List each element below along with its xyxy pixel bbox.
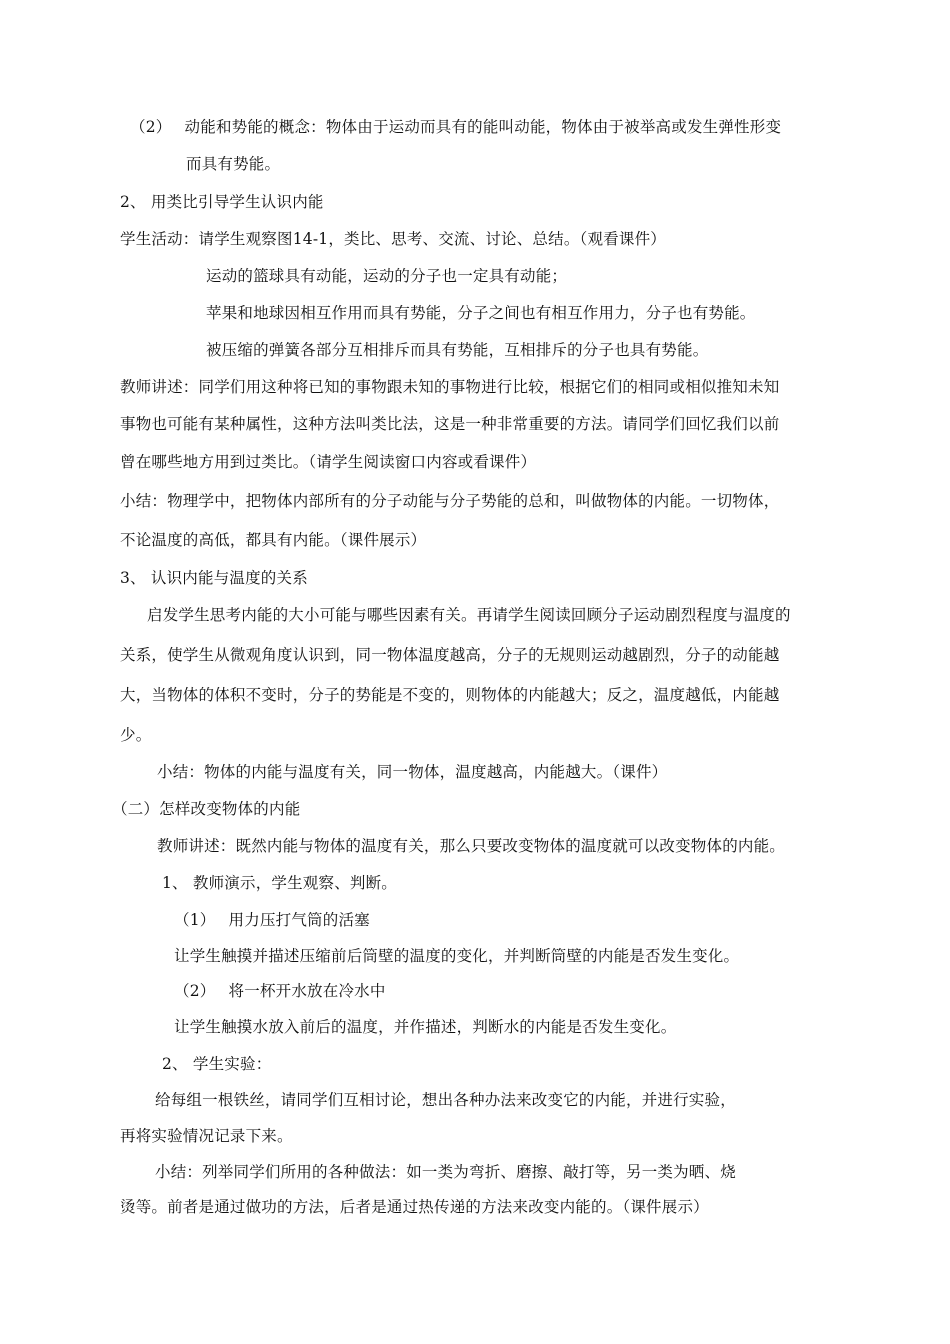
text-line: 再将实验情况记录下来。 [120,1127,293,1145]
text-line: 小结：物理学中，把物体内部所有的分子动能与分子势能的总和，叫做物体的内能。一切物体， [120,492,780,510]
text-line: 烫等。前者是通过做功的方法，后者是通过热传递的方法来改变内能的。（课件展示） [120,1198,709,1216]
text-line: 关系，使学生从微观角度认识到，同一物体温度越高，分子的无规则运动越剧烈，分子的动能越 [120,646,780,664]
text-line: 不论温度的高低，都具有内能。（课件展示） [120,531,427,549]
text-line: 被压缩的弹簧各部分互相排斥而具有势能，互相排斥的分子也具有势能。 [206,341,709,359]
text-line: 学生活动：请学生观察图14-1，类比、思考、交流、讨论、总结。（观看课件） [120,230,666,248]
text-line: 让学生触摸水放入前后的温度，并作描述，判断水的内能是否发生变化。 [174,1018,677,1036]
text-line: 苹果和地球因相互作用而具有势能，分子之间也有相互作用力，分子也有势能。 [206,304,756,322]
text-line: 少。 [120,726,152,744]
text-line: 启发学生思考内能的大小可能与哪些因素有关。再请学生阅读回顾分子运动剧烈程度与温度的 [147,606,791,624]
text-line: 而具有势能。 [186,155,281,173]
text-line: （2） 将一杯开水放在冷水中 [174,982,386,1000]
text-line: （1） 用力压打气筒的活塞 [174,911,370,929]
section-heading: 3、 认识内能与温度的关系 [120,569,308,587]
section-heading: （二）怎样改变物体的内能 [112,800,301,818]
section-heading: 2、 用类比引导学生认识内能 [120,193,324,211]
text-line: 运动的篮球具有动能，运动的分子也一定具有动能； [206,267,568,285]
text-line: 小结：列举同学们所用的各种做法：如一类为弯折、磨擦、敲打等，另一类为晒、烧 [155,1163,736,1181]
text-line: 小结：物体的内能与温度有关，同一物体，温度越高，内能越大。（课件） [157,763,668,781]
text-line: 曾在哪些地方用到过类比。（请学生阅读窗口内容或看课件） [120,453,537,471]
text-line: 让学生触摸并描述压缩前后筒壁的温度的变化，并判断筒壁的内能是否发生变化。 [174,947,740,965]
text-line: 事物也可能有某种属性，这种方法叫类比法，这是一种非常重要的方法。请同学们回忆我们以前 [120,415,780,433]
text-line: 2、 学生实验： [162,1055,272,1073]
text-line: 大，当物体的体积不变时，分子的势能是不变的，则物体的内能越大；反之，温度越低，内能越 [120,686,780,704]
text-line: 教师讲述：既然内能与物体的温度有关，那么只要改变物体的温度就可以改变物体的内能。 [157,837,786,855]
text-line: （2） 动能和势能的概念：物体由于运动而具有的能叫动能，物体由于被举高或发生弹性形变 [130,118,782,136]
text-line: 教师讲述：同学们用这种将已知的事物跟未知的事物进行比较，根据它们的相同或相似推知未知 [120,378,780,396]
text-line: 1、 教师演示，学生观察、判断。 [162,874,397,892]
text-line: 给每组一根铁丝，请同学们互相讨论，想出各种办法来改变它的内能，并进行实验， [155,1091,736,1109]
